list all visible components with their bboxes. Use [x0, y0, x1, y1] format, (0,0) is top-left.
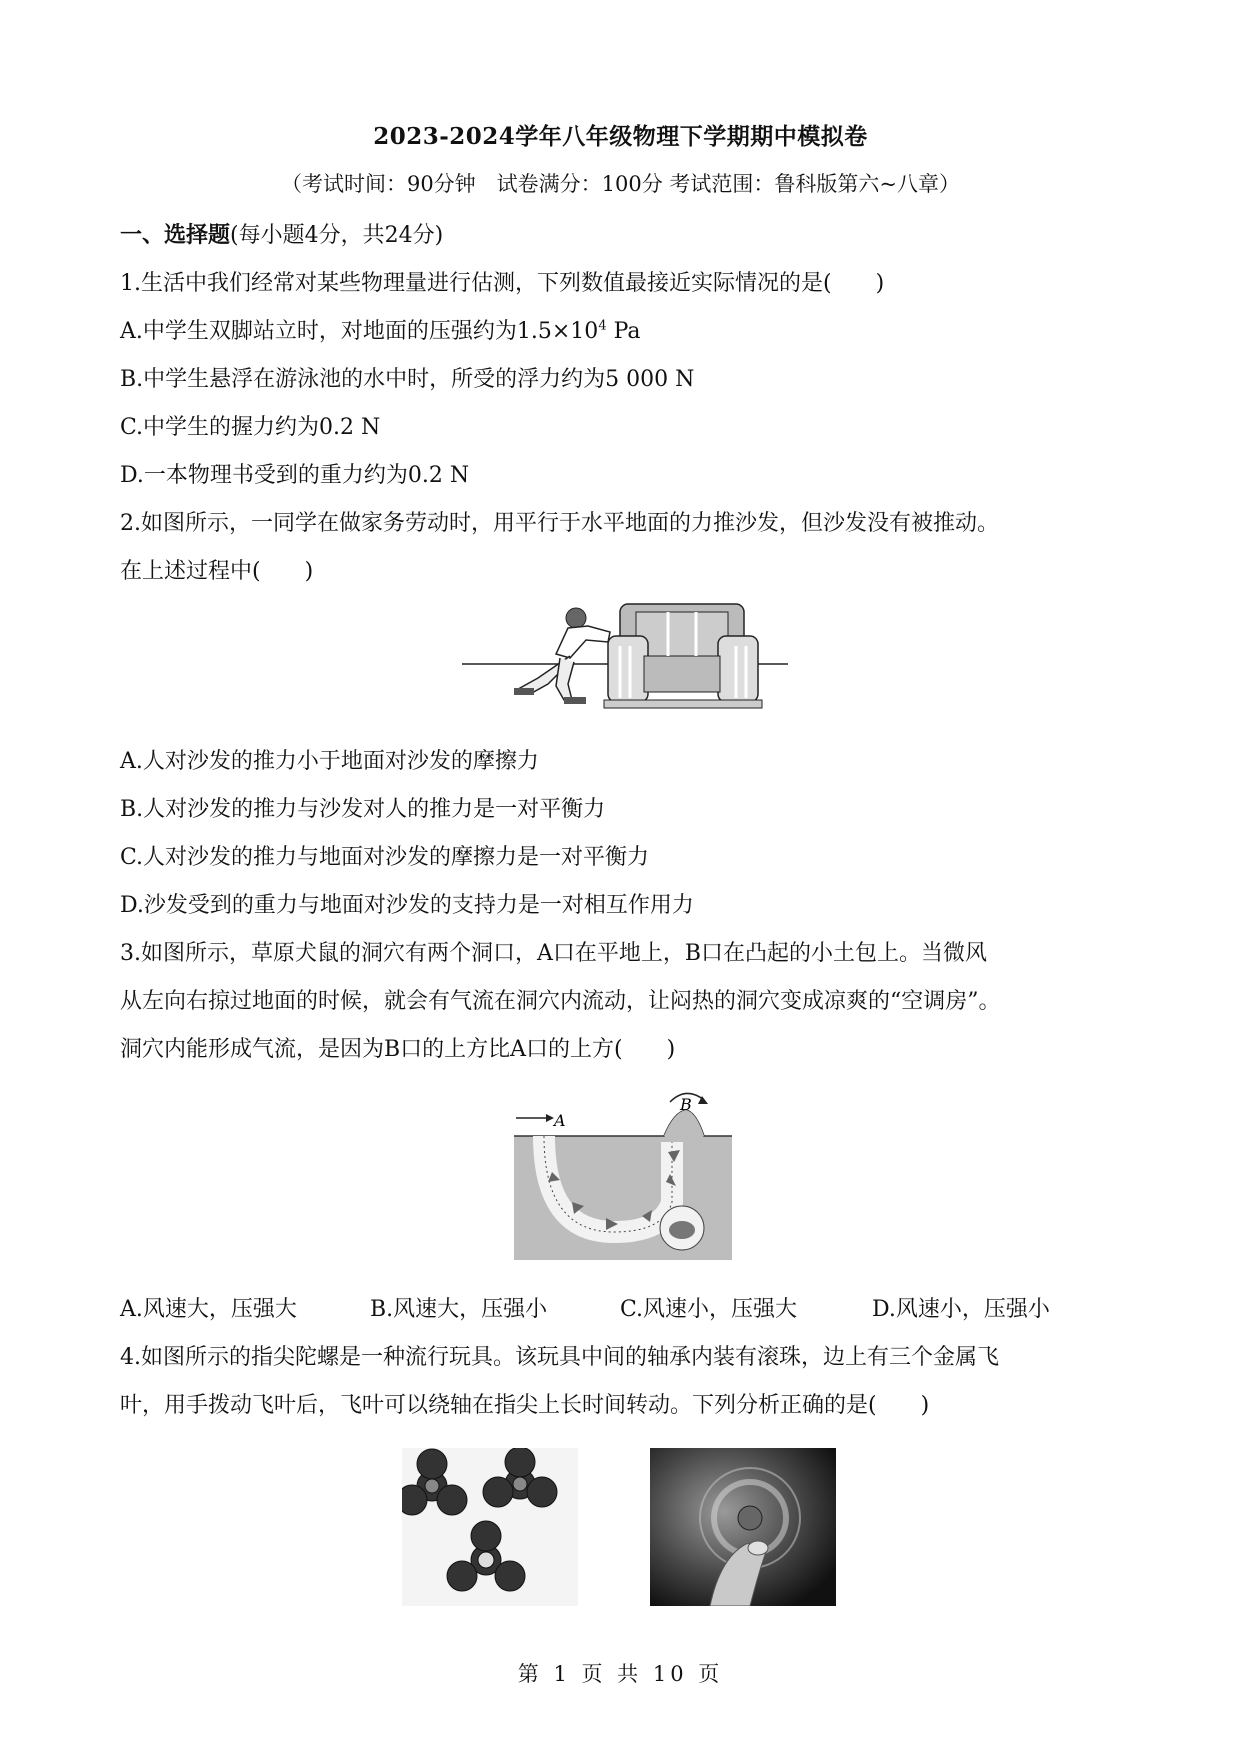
q1-option-a-exponent: 4	[598, 318, 607, 334]
prairie-dog-burrow-figure	[514, 1082, 732, 1260]
q1-option-a-text: A.中学生双脚站立时，对地面的压强约为1.5×10	[120, 319, 599, 344]
q1-option-a	[120, 314, 641, 345]
q2-option-d: D.沙发受到的重力与地面对沙发的支持力是一对相互作用力	[120, 893, 694, 918]
q1-stem: 1.生活中我们经常对某些物理量进行估测，下列数值最接近实际情况的是( )	[120, 271, 885, 296]
page-footer: 第 1 页 共 10 页	[517, 1662, 724, 1686]
q3-options	[120, 1292, 1050, 1323]
page-title: 2023-2024学年八年级物理下学期期中模拟卷	[373, 123, 868, 150]
q3-stem-line1: 3.如图所示，草原犬鼠的洞穴有两个洞口，A口在平地上，B口在凸起的小土包上。当微风	[120, 941, 988, 966]
q3-option-b: B.风速大，压强小	[370, 1297, 548, 1322]
q3-option-a: A.风速大，压强大	[120, 1297, 297, 1322]
fidget-spinners-photo	[402, 1448, 578, 1606]
q4-stem-line2: 叶，用手拨动飞叶后，飞叶可以绕轴在指尖上长时间转动。下列分析正确的是( )	[120, 1393, 930, 1418]
section-title: 一、选择题	[120, 222, 231, 248]
q2-stem-line2: 在上述过程中( )	[120, 559, 314, 584]
q2-option-b: B.人对沙发的推力与沙发对人的推力是一对平衡力	[120, 797, 606, 822]
section-note: (每小题4分，共24分)	[230, 223, 444, 248]
q3-option-d: D.风速小，压强小	[872, 1297, 1050, 1322]
exam-info: （考试时间：90分钟 试卷满分：100分 考试范围：鲁科版第六~八章）	[280, 172, 961, 196]
burrow-label-b: B	[680, 1095, 692, 1114]
q3-option-c: C.风速小，压强大	[620, 1297, 798, 1322]
q1-option-b: B.中学生悬浮在游泳池的水中时，所受的浮力约为5 000 N	[120, 367, 695, 392]
section-heading	[120, 218, 443, 249]
q2-option-a: A.人对沙发的推力小于地面对沙发的摩擦力	[120, 749, 539, 774]
spinning-spinner-photo	[650, 1448, 836, 1606]
q3-stem-line2: 从左向右掠过地面的时候，就会有气流在洞穴内流动，让闷热的洞穴变成凉爽的“空调房”。	[120, 989, 1001, 1014]
sofa-push-figure	[460, 596, 790, 711]
q1-option-c: C.中学生的握力约为0.2 N	[120, 415, 381, 440]
q2-stem-line1: 2.如图所示，一同学在做家务劳动时，用平行于水平地面的力推沙发，但沙发没有被推动。	[120, 511, 999, 536]
q3-stem-line3: 洞穴内能形成气流，是因为B口的上方比A口的上方( )	[120, 1037, 676, 1062]
burrow-label-a: A	[554, 1111, 566, 1130]
q4-stem-line1: 4.如图所示的指尖陀螺是一种流行玩具。该玩具中间的轴承内装有滚珠，边上有三个金属飞	[120, 1345, 999, 1370]
q1-option-d: D.一本物理书受到的重力约为0.2 N	[120, 463, 470, 488]
q1-option-a-unit: Pa	[606, 319, 641, 344]
q2-option-c: C.人对沙发的推力与地面对沙发的摩擦力是一对平衡力	[120, 845, 650, 870]
